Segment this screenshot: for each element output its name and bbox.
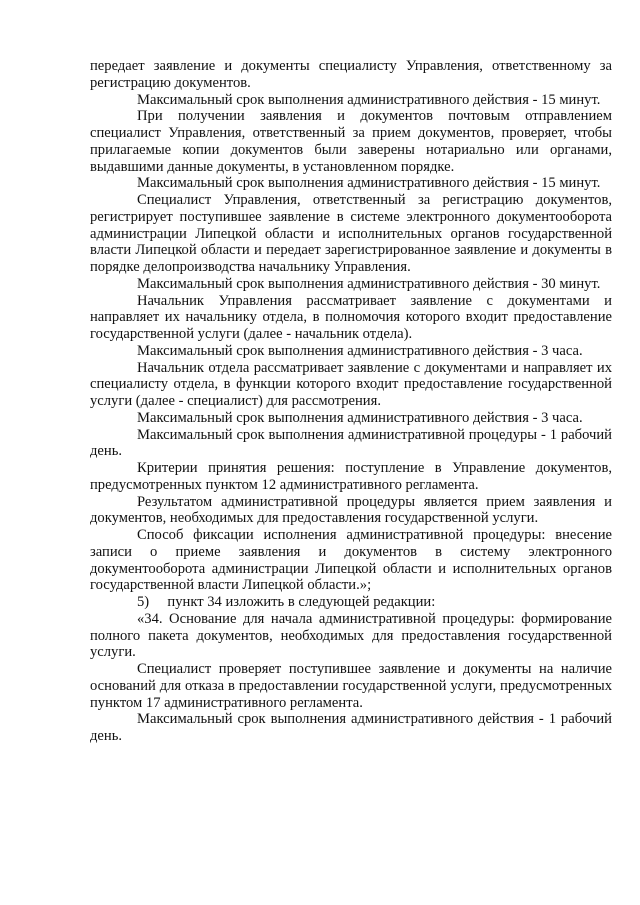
paragraph-registration: Специалист Управления, ответственный за регистрацию документов, регистрирует поступившее заявление в системе электронного документооборота администрации Липецкой области и исполнительных органов государственной власти Липецкой области и передает зарегистрированное заявление и документы в порядке делопроизводства начальнику Управления.	[90, 192, 612, 275]
paragraph-max-time-15-min-2: Максимальный срок выполнения административного действия - 15 минут.	[137, 175, 601, 192]
paragraph-continuation: передает заявление и документы специалисту Управления, ответственному за регистрацию документов.	[90, 58, 612, 91]
paragraph-procedure-result: Результатом административной процедуры является прием заявления и документов, необходимых для предоставления государственной услуги.	[90, 493, 612, 527]
paragraph-max-time-30-min: Максимальный срок выполнения административного действия - 30 минут.	[137, 275, 601, 292]
paragraph-specialist-check: Специалист проверяет поступившее заявление и документы на наличие оснований для отказа в предоставлении государственной услуги, предусмотренных пунктом 17 административного регламента.	[90, 661, 612, 711]
paragraph-max-time-15-min: Максимальный срок выполнения административного действия - 15 минут.	[137, 91, 601, 108]
paragraph-max-procedure-time: Максимальный срок выполнения административной процедуры - 1 рабочий день.	[90, 426, 612, 460]
paragraph-recording-method: Способ фиксации исполнения административной процедуры: внесение записи о приеме заявления и документов в систему электронного документооборота администрации Липецкой области и исполнительных органов государственной власти Липецкой области.»;	[90, 527, 612, 594]
paragraph-decision-criteria: Критерии принятия решения: поступление в Управление документов, предусмотренных пунктом 12 административного регламента.	[90, 460, 612, 493]
paragraph-postal-receipt: При получении заявления и документов почтовым отправлением специалист Управления, ответственный за прием документов, проверяет, чтобы прилагаемые копии документов были заверены нотариально или органами, выдавшими данные документы, в установленном порядке.	[90, 108, 612, 175]
document-page	[90, 58, 612, 745]
paragraph-head-review: Начальник Управления рассматривает заявление с документами и направляет их начальнику отдела, в полномочия которого входит предоставление государственной услуги (далее - начальник отдела).	[90, 292, 612, 342]
paragraph-max-time-3-hours-2: Максимальный срок выполнения административного действия - 3 часа.	[137, 409, 583, 426]
paragraph-max-time-1-day: Максимальный срок выполнения административного действия - 1 рабочий день.	[90, 711, 612, 744]
paragraph-item-5: 5) пункт 34 изложить в следующей редакции:	[137, 594, 436, 610]
paragraph-max-time-3-hours: Максимальный срок выполнения административного действия - 3 часа.	[137, 342, 583, 359]
paragraph-item-34: «34. Основание для начала административной процедуры: формирование полного пакета документов, необходимых для предоставления государственной услуги.	[90, 610, 612, 661]
paragraph-department-head-review: Начальник отдела рассматривает заявление с документами и направляет их специалисту отдела, в функции которого входит предоставление государственной услуги (далее - специалист) для рассмотрения.	[90, 359, 612, 409]
